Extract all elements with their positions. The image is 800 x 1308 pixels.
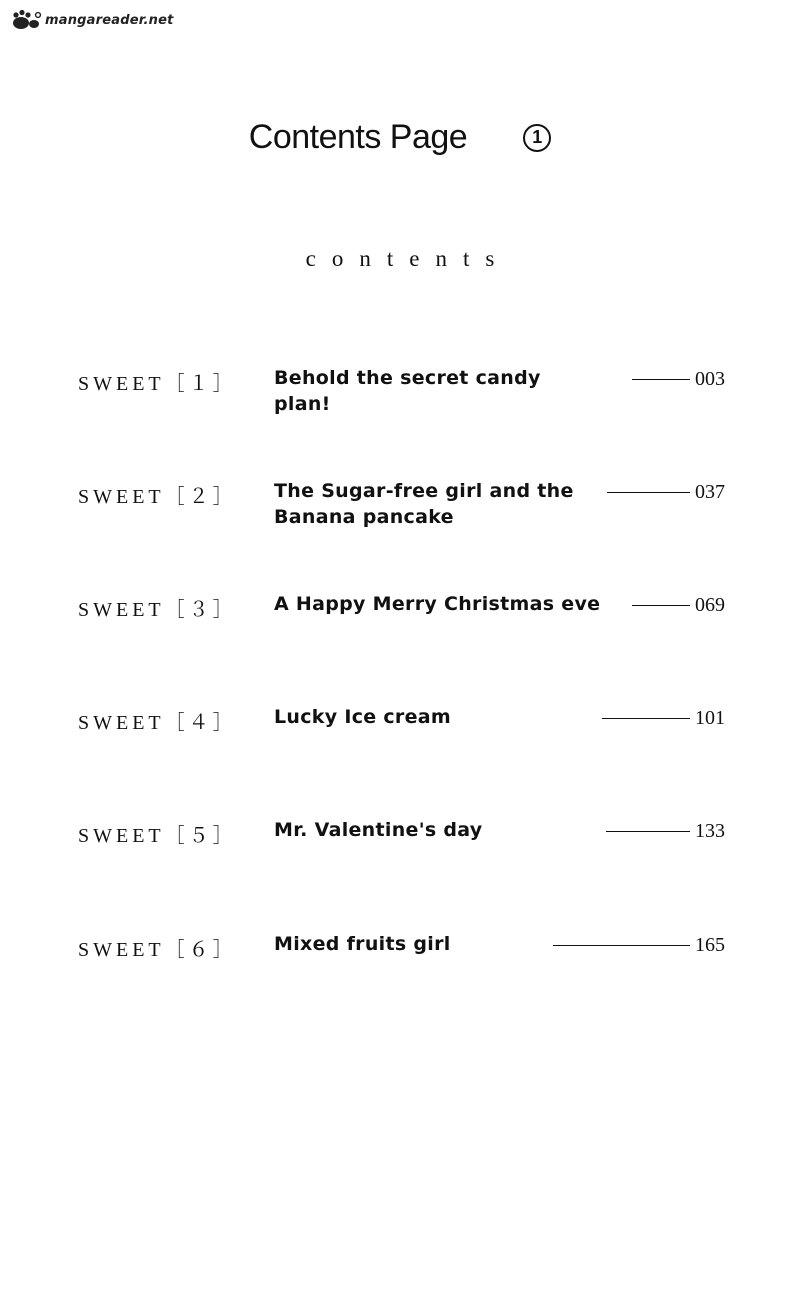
toc-entry bbox=[0, 367, 800, 427]
page-number: 101 bbox=[695, 707, 725, 729]
leader-line bbox=[606, 831, 690, 832]
leader-line bbox=[553, 945, 690, 946]
title-text: Contents Page bbox=[248, 118, 468, 156]
toc-entry bbox=[0, 706, 800, 766]
contents-subtitle: contents bbox=[305, 246, 511, 271]
chapter-title: The Sugar-free girl and the Banana pancake bbox=[274, 480, 574, 528]
leader-line bbox=[607, 492, 690, 493]
chapter-title: Behold the secret candy plan! bbox=[274, 367, 541, 415]
chapter-label: SWEET［４］ bbox=[78, 712, 237, 734]
chapter-label: SWEET［３］ bbox=[78, 599, 237, 621]
chapter-title: A Happy Merry Christmas eve bbox=[274, 593, 601, 615]
chapter-label: SWEET［１］ bbox=[78, 373, 237, 395]
chapter-label: SWEET［６］ bbox=[78, 939, 237, 961]
leader-line bbox=[632, 379, 690, 380]
chapter-title: Lucky Ice cream bbox=[274, 706, 452, 728]
page-number: 165 bbox=[695, 934, 725, 956]
toc-entry bbox=[0, 593, 800, 653]
toc-entry bbox=[0, 480, 800, 540]
leader-line bbox=[602, 718, 690, 719]
chapter-title: Mr. Valentine's day bbox=[274, 819, 483, 841]
chapter-title: Mixed fruits girl bbox=[274, 933, 451, 955]
watermark-text: mangareader.net bbox=[45, 12, 174, 28]
chapter-label: SWEET［５］ bbox=[78, 825, 237, 847]
page-number: 003 bbox=[695, 368, 725, 390]
circled-number: 1 bbox=[523, 124, 551, 152]
page-number: 069 bbox=[695, 594, 725, 616]
toc-entry bbox=[0, 933, 800, 993]
leader-line bbox=[632, 605, 690, 606]
chapter-label: SWEET［２］ bbox=[78, 486, 237, 508]
toc-entry bbox=[0, 819, 800, 879]
page-number: 037 bbox=[695, 481, 725, 503]
page-number: 133 bbox=[695, 820, 725, 842]
